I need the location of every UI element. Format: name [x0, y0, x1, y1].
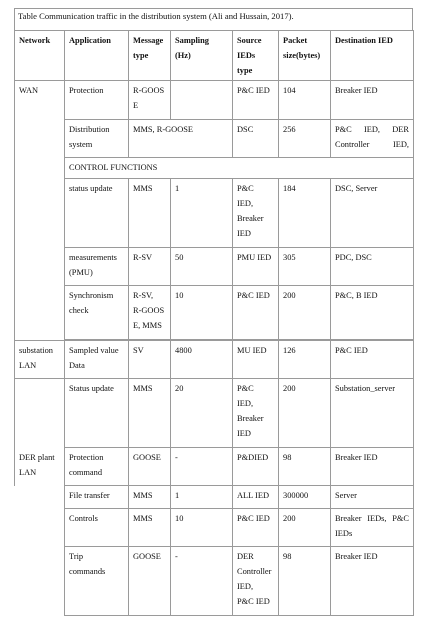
source-ied-cell: P&C IED: [233, 81, 279, 120]
source-ied-cell: P&C IED, Breaker IED: [233, 179, 279, 248]
application-cell: File transfer: [65, 486, 129, 509]
sampling-cell: 1: [171, 486, 233, 509]
packet-size-cell: 200: [279, 379, 331, 448]
table-row: [15, 486, 414, 509]
message-type-cell: MMS: [129, 509, 171, 547]
message-type-cell: GOOSE: [129, 547, 171, 616]
message-type-cell: R-GOOS E: [129, 81, 171, 120]
header-row: [15, 31, 414, 81]
source-ied-cell: P&DIED: [233, 448, 279, 486]
header-sampling: Sampling (Hz): [171, 31, 233, 81]
table-row: [15, 379, 414, 448]
source-ied-cell: DER Controller IED, P&C IED: [233, 547, 279, 616]
communication-traffic-table: [14, 30, 414, 616]
destination-ied-cell: Breaker IEDs, P&C IEDs: [331, 509, 414, 547]
message-type-cell: MMS: [129, 379, 171, 448]
destination-ied-cell: Breaker IED: [331, 81, 414, 120]
source-ied-cell: P&C IED, Breaker IED: [233, 379, 279, 448]
table-caption: Table Communication traffic in the distribution system (Ali and Hussain, 2017).: [18, 11, 294, 21]
application-cell: Synchronism check: [65, 286, 129, 340]
table-row: [15, 448, 414, 486]
packet-size-cell: 184: [279, 179, 331, 248]
source-ied-cell: DSC: [233, 120, 279, 158]
sampling-cell: [171, 81, 233, 120]
packet-size-cell: 98: [279, 547, 331, 616]
message-type-cell: R-SV, R-GOOS E, MMS: [129, 286, 171, 340]
packet-size-cell: 256: [279, 120, 331, 158]
header-destination-ied: Destination IED: [331, 31, 414, 81]
network-cell-substation-lan: substation LAN: [15, 341, 65, 379]
destination-ied-cell: PDC, DSC: [331, 248, 414, 286]
application-cell: Controls: [65, 509, 129, 547]
application-cell: Distribution system: [65, 120, 129, 158]
packet-size-cell: 104: [279, 81, 331, 120]
table-row: [15, 286, 414, 340]
header-network: Network: [15, 31, 65, 81]
table-row: [15, 120, 414, 158]
network-cell-empty: [15, 547, 65, 616]
application-cell: Sampled value Data: [65, 341, 129, 379]
packet-size-cell: 305: [279, 248, 331, 286]
source-ied-cell: PMU IED: [233, 248, 279, 286]
table-row: [15, 179, 414, 248]
header-source-ieds-type: Source IEDs type: [233, 31, 279, 81]
table-row: [15, 509, 414, 547]
destination-ied-cell: Substation_server: [331, 379, 414, 448]
network-cell-wan: WAN: [15, 81, 65, 341]
message-type-cell: R-SV: [129, 248, 171, 286]
source-ied-cell: P&C IED: [233, 509, 279, 547]
packet-size-cell: 300000: [279, 486, 331, 509]
header-packet-size: Packet size(bytes): [279, 31, 331, 81]
application-cell: Protection: [65, 81, 129, 120]
destination-ied-cell: P&C IED: [331, 341, 414, 379]
destination-ied-cell: P&C, B IED: [331, 286, 414, 340]
message-type-cell: MMS: [129, 179, 171, 248]
sampling-cell: 1: [171, 179, 233, 248]
application-cell: Protection command: [65, 448, 129, 486]
application-cell: Status update: [65, 379, 129, 448]
destination-ied-cell: Server: [331, 486, 414, 509]
sampling-cell: -: [171, 547, 233, 616]
destination-ied-cell: Breaker IED: [331, 448, 414, 486]
packet-size-cell: 200: [279, 286, 331, 340]
source-ied-cell: ALL IED: [233, 486, 279, 509]
network-cell-der-plant-lan: DER plant LAN: [15, 379, 65, 486]
application-cell: Trip commands: [65, 547, 129, 616]
section-heading-control-functions: CONTROL FUNCTIONS: [65, 158, 414, 179]
header-application: Application: [65, 31, 129, 81]
packet-size-cell: 126: [279, 341, 331, 379]
table-row: [15, 81, 414, 120]
sampling-cell: 10: [171, 286, 233, 340]
sampling-cell: -: [171, 448, 233, 486]
destination-ied-cell: DSC, Server: [331, 179, 414, 248]
source-ied-cell: P&C IED: [233, 286, 279, 340]
section-row: [15, 158, 414, 179]
destination-ied-cell: P&C IED, DER Controller IED,: [331, 120, 414, 158]
packet-size-cell: 98: [279, 448, 331, 486]
message-type-cell: GOOSE: [129, 448, 171, 486]
sampling-cell: 20: [171, 379, 233, 448]
table-row: [15, 248, 414, 286]
message-type-cell: MMS, R-GOOSE: [129, 120, 233, 158]
table-row: [15, 547, 414, 616]
source-ied-cell: MU IED: [233, 341, 279, 379]
destination-ied-cell: Breaker IED: [331, 547, 414, 616]
header-message-type: Message type: [129, 31, 171, 81]
packet-size-cell: 200: [279, 509, 331, 547]
network-cell-empty: [15, 486, 65, 509]
sampling-cell: 10: [171, 509, 233, 547]
application-cell: status update: [65, 179, 129, 248]
message-type-cell: MMS: [129, 486, 171, 509]
network-cell-empty: [15, 509, 65, 547]
sampling-cell: 4800: [171, 341, 233, 379]
message-type-cell: SV: [129, 341, 171, 379]
sampling-cell: 50: [171, 248, 233, 286]
table-row: [15, 341, 414, 379]
application-cell: measurements (PMU): [65, 248, 129, 286]
